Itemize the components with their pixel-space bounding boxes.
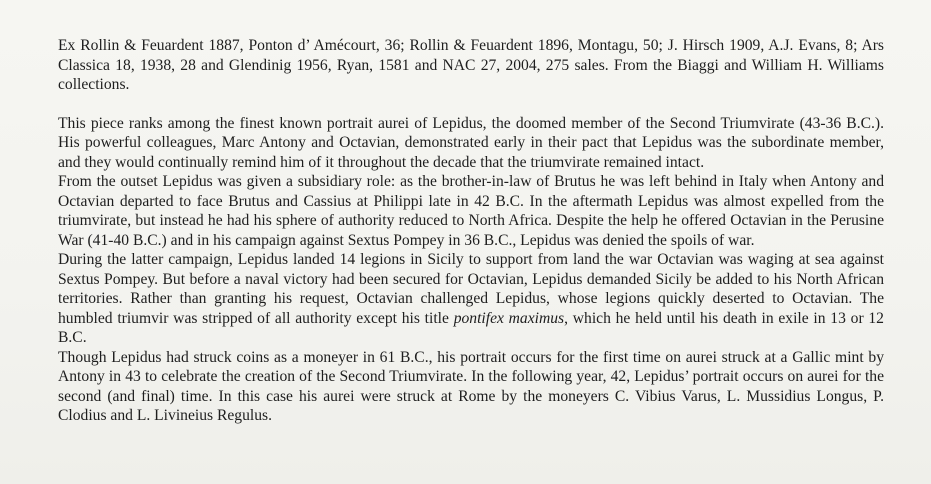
pontifex-maximus-term: pontifex maximus [453,309,565,327]
paragraph-intro: This piece ranks among the finest known portrait aurei of Lepidus, the doomed member of the Second Triumvirate (43-36 B.C.). His powerful colleagues, Marc Antony and Octavian, demonstrated early in their pact that Lepidus was the subordinate member, and they would continually remind him of it throughout the decade that the triumvirate remained intact. [58,114,884,171]
paragraph-sicily-text-1: During the latter campaign, Lepidus landed 14 legions in Sicily to support from land the war Octavian was waging at sea against Sextus Pompey. But before a naval victory had been secured for Octavian, Lepidus demanded Sicily be added to his North African territories. Rather than granting his request, Octavian challenged Lepidus, whose legions quickly deserted to Octavian. The humbled triumvir was stripped of all authority except his title [58,251,884,327]
provenance-paragraph: Ex Rollin & Feuardent 1887, Ponton d’ Amécourt, 36; Rollin & Feuardent 1896, Montagu, 50; J. Hirsch 1909, A.J. Evans, 8; Ars Classica 18, 1938, 28 and Glendinig 1956, Ryan, 1581 and NAC 27, 2004, 275 sales. From the Biaggi and William H. Williams collections. [58,37,884,93]
paragraph-sicily-text-2: , which he held until his death in exile in 13 or 12 B.C. [58,309,884,346]
paragraph-portrait-coins: Though Lepidus had struck coins as a moneyer in 61 B.C., his portrait occurs for the first time on aurei struck at a Gallic mint by Antony in 43 to celebrate the creation of the Second Triumvirate. In the following year, 42, Lepidus’ portrait occurs on aurei for the second (and final) time. In this case his aurei were struck at Rome by the moneyers C. Vibius Varus, L. Mussidius Longus, P. Clodius and L. Livineius Regulus. [58,348,884,424]
paragraph-sicily-campaign [58,250,884,348]
document-body [58,36,884,426]
paragraph-subsidiary-role: From the outset Lepidus was given a subsidiary role: as the brother-in-law of Brutus he was left behind in Italy when Antony and Octavian departed to face Brutus and Cassius at Philippi late in 42 B.C. In the aftermath Lepidus was almost expelled from the triumvirate, but instead he had his sphere of authority reduced to North Africa. Despite the help he offered Octavian in the Perusine War (41-40 B.C.) and in his campaign against Sextus Pompey in 36 B.C., Lepidus was denied the spoils of war. [58,173,884,249]
